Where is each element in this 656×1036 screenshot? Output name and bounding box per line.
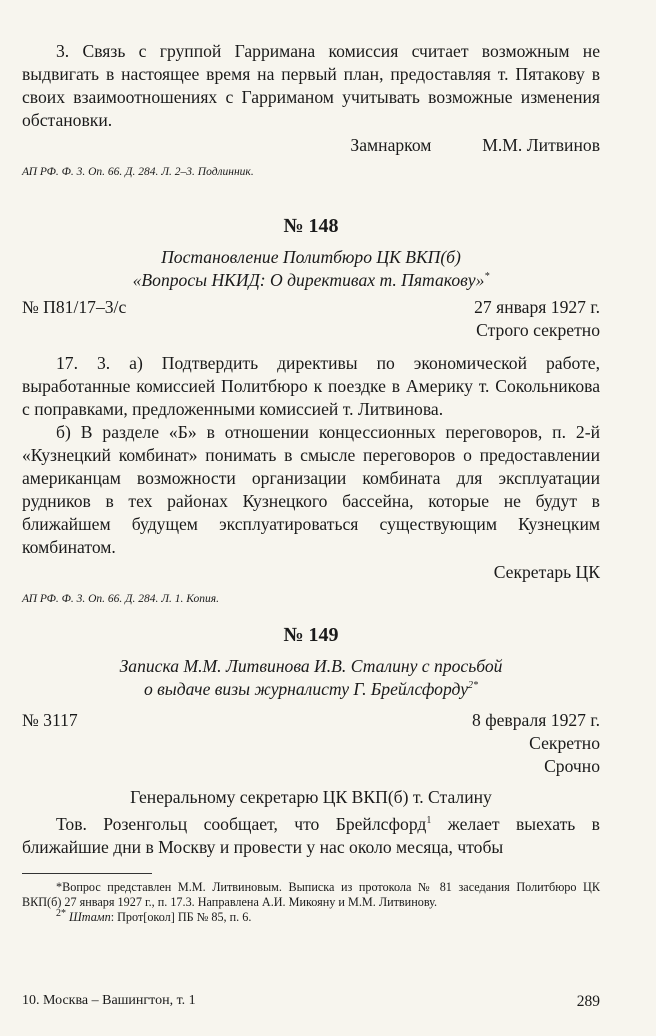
document-page — [22, 40, 600, 925]
doc-title-148-text: «Вопросы НКИД: О директивах т. Пятакову» — [132, 270, 485, 290]
doc-title-148-line2 — [22, 269, 600, 292]
letter-text-start: Тов. Розенгольц сообщает, что Брейлсфорд — [56, 814, 427, 834]
page-footer — [22, 993, 600, 1011]
title-footnote-mark: * — [484, 271, 490, 283]
doc-date: 27 января 1927 г. — [474, 297, 600, 317]
intro-paragraph: 3. Связь с группой Гарримана комиссия считает возможным не выдвигать в настоящее время на первый план, предоставляя т. Пятакову в своих взаимоотношениях с Гарриманом учитывать возможные изменения обстановки. — [22, 41, 600, 130]
footnote-2-label: Штамп — [69, 910, 111, 924]
urgency-149: Срочно — [544, 756, 600, 776]
footnote-1: *Вопрос представлен М.М. Литвиновым. Выписка из протокола № 81 заседания Политбюро ЦК ВКП(б) 27 января 1927 г., п. 17.3. Направлена А.И. Микояну и М.М. Литвинову. — [22, 880, 600, 909]
archive-source: АП РФ. Ф. 3. Оп. 66. Д. 284. Л. 2–3. Подлинник. — [22, 166, 254, 178]
doc-title-149-line1: Записка М.М. Литвинова И.В. Сталину с просьбой — [119, 656, 503, 676]
letter-text-rest: желает выехать в ближайшие дни в Москву и провести у нас около месяца, чтобы — [22, 814, 600, 857]
signature-secretary: Секретарь ЦК — [493, 562, 600, 582]
footnote-2-text: : Прот[окол] ПБ № 85, п. 6. — [110, 910, 252, 924]
doc-meta-148 — [22, 296, 600, 319]
archive-source-148: АП РФ. Ф. 3. Оп. 66. Д. 284. Л. 1. Копия. — [22, 593, 219, 605]
doc-title-149-line2 — [22, 678, 600, 701]
paragraph-b: б) В разделе «Б» в отношении концессионных переговоров, п. 2-й «Кузнецкий комбинат» понимать в смысле переговоров о предоставлении американцам возможности организации комбината для эксплуатации рудников в тех районах Кузнецкого бассейна, которые не будут в ближайшем будущем эксплуатироваться существующим Кузнецким комбинатом. — [22, 422, 600, 557]
footnote-2-mark: 2* — [56, 907, 66, 919]
doc-meta-149 — [22, 709, 600, 732]
signature-role: Замнарком — [350, 135, 432, 155]
title-footnote-mark-149: 2* — [468, 680, 479, 692]
letter-text — [22, 813, 600, 859]
text-footnote-mark: 1 — [426, 815, 432, 827]
signature-block — [22, 134, 600, 157]
addressee: Генеральному секретарю ЦК ВКП(б) т. Сталину — [130, 787, 492, 807]
classification: Строго секретно — [476, 320, 600, 340]
classification-149: Секретно — [529, 733, 600, 753]
doc-date-149: 8 февраля 1927 г. — [472, 710, 600, 730]
page-number: 289 — [576, 993, 600, 1010]
footnote-divider — [22, 873, 152, 874]
signature-name: М.М. Литвинов — [482, 135, 600, 155]
doc-number-149: № 149 — [283, 624, 339, 646]
reg-number-149: № 3117 — [22, 710, 78, 730]
doc-title-148-line1: Постановление Политбюро ЦК ВКП(б) — [161, 247, 461, 267]
paragraph-a: 17. 3. а) Подтвердить директивы по экономической работе, выработанные комиссией Политбюро к поездке в Америку т. Сокольникова с поправками, предложенными комиссией т. Литвинова. — [22, 353, 600, 419]
footnote-2 — [22, 907, 600, 925]
footer-volume: 10. Москва – Вашингтон, т. 1 — [22, 993, 196, 1008]
doc-title-149-text: о выдаче визы журналисту Г. Брейлсфорду — [143, 679, 469, 699]
doc-number-148: № 148 — [283, 215, 339, 237]
reg-number: № П81/17–3/с — [22, 297, 127, 317]
